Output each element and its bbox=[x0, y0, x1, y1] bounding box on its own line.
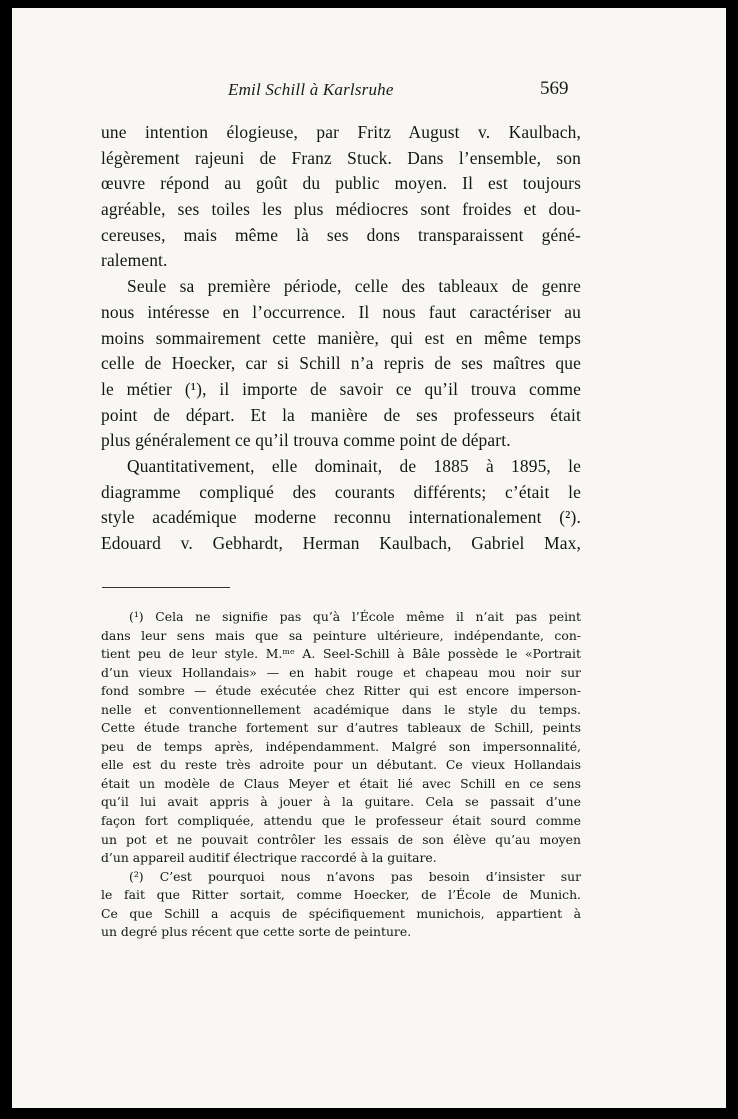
footnote-line: tient peu de leur style. M.ᵐᵉ A. Seel-Schill à Bâle possède le «Portrait bbox=[101, 646, 581, 662]
body-line: celle de Hoecker, car si Schill n’a repris de ses maîtres que bbox=[101, 353, 581, 374]
footnote-line: nelle et conventionnellement académique dans le style du temps. bbox=[101, 701, 581, 717]
body-line: Edouard v. Gebhardt, Herman Kaulbach, Gabriel Max, bbox=[101, 533, 581, 553]
body-line: diagramme compliqué des courants différents; c’était le bbox=[101, 481, 581, 502]
page-header bbox=[12, 74, 726, 104]
footnote-line: (¹) Cela ne signifie pas qu’à l’École même il n’ait pas peint bbox=[129, 609, 581, 624]
body-text bbox=[101, 120, 581, 557]
body-line: style académique moderne reconnu internationalement (²). bbox=[101, 507, 581, 528]
footnote-line: elle est du reste très adroite pour un débutant. Ce vieux Hollandais bbox=[101, 757, 581, 773]
book-page bbox=[12, 8, 726, 1108]
footnote-line: le fait que Ritter sortait, comme Hoecker, de l’École de Munich. bbox=[101, 887, 581, 903]
footnote-line: façon fort compliquée, attendu que le professeur était sourd comme bbox=[101, 813, 581, 829]
body-line: cereuses, mais même là ses dons transparaissent géné- bbox=[101, 224, 581, 245]
footnote-line: (²) C’est pourquoi nous n’avons pas besoin d’insister sur bbox=[129, 868, 581, 884]
body-line: ralement. bbox=[101, 250, 168, 271]
body-line: agréable, ses toiles les plus médiocres sont froides et dou- bbox=[101, 199, 581, 220]
footnote-line: Ce que Schill a acquis de spécifiquement munichois, appartient à bbox=[101, 905, 581, 921]
body-line: Seule sa première période, celle des tableaux de genre bbox=[127, 276, 581, 297]
body-line: œuvre répond au goût du public moyen. Il est toujours bbox=[101, 173, 581, 194]
footnote-line: Cette étude tranche fortement sur d’autres tableaux de Schill, peints bbox=[101, 720, 581, 736]
body-line: légèrement rajeuni de Franz Stuck. Dans l’ensemble, son bbox=[101, 147, 581, 168]
body-line: nous intéresse en l’occurrence. Il nous faut caractériser au bbox=[101, 301, 581, 322]
running-title: Emil Schill à Karlsruhe bbox=[228, 80, 394, 99]
footnote-line: un degré plus récent que cette sorte de peinture. bbox=[101, 924, 412, 940]
footnote-line: peu de temps après, indépendamment. Malgré son impersonnalité, bbox=[101, 738, 581, 754]
footnote-line: était un modèle de Claus Meyer et était lié avec Schill en ce sens bbox=[101, 775, 581, 791]
footnote-line: fond sombre — étude exécutée chez Ritter qui est encore imperson- bbox=[101, 683, 581, 699]
footnotes bbox=[101, 608, 581, 942]
body-line: le métier (¹), il importe de savoir ce qu’il trouva comme bbox=[101, 378, 581, 399]
body-line: point de départ. Et la manière de ses professeurs était bbox=[101, 404, 581, 425]
footnote-separator bbox=[102, 587, 230, 588]
footnote-line: un pot et ne pouvait contrôler les essais de son élève qu’au moyen bbox=[101, 831, 581, 847]
body-line: une intention élogieuse, par Fritz August v. Kaulbach, bbox=[101, 122, 581, 142]
footnote-line: d’un appareil auditif électrique raccordé à la guitare. bbox=[101, 850, 437, 866]
page-number: 569 bbox=[540, 78, 569, 99]
body-line: moins sommairement cette manière, qui est en même temps bbox=[101, 327, 581, 348]
body-line: Quantitativement, elle dominait, de 1885 à 1895, le bbox=[127, 455, 581, 476]
footnote-line: qu’il lui avait appris à jouer à la guitare. Cela se passait d’une bbox=[101, 794, 581, 810]
body-line: plus généralement ce qu’il trouva comme point de départ. bbox=[101, 430, 511, 451]
footnote-line: dans leur sens mais que sa peinture ultérieure, indépendante, con- bbox=[101, 627, 581, 643]
footnote-line: d’un vieux Hollandais» — en habit rouge et chapeau mou noir sur bbox=[101, 664, 581, 680]
